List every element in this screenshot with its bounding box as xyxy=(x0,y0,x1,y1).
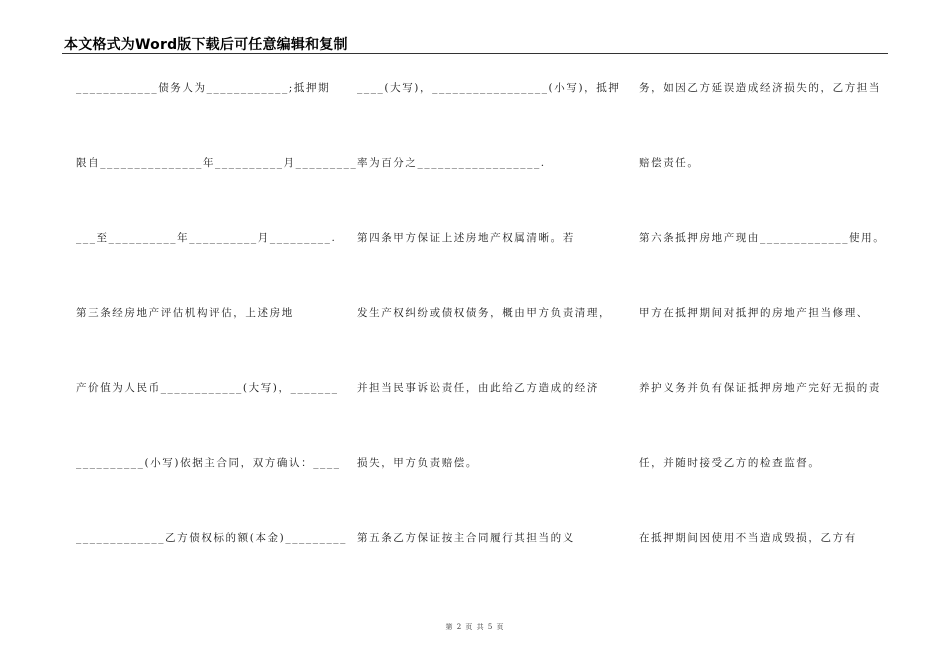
text-line: 第五条乙方保证按主合同履行其担当的义 xyxy=(357,532,575,544)
text-line: 第六条抵押房地产现由_____________使用。 xyxy=(639,232,886,244)
text-line: 在抵押期间因使用不当造成毁损，乙方有 xyxy=(639,532,857,544)
text-line: 第四条甲方保证上述房地产权属清晰。若 xyxy=(357,232,575,244)
text-line: 养护义务并负有保证抵押房地产完好无损的责 xyxy=(639,382,881,394)
text-line: 发生产权纠纷或债权债务，概由甲方负责清理， xyxy=(357,307,612,319)
text-column-left xyxy=(76,0,358,672)
text-line: 务，如因乙方延误造成经济损失的，乙方担当 xyxy=(639,82,881,94)
text-column-middle xyxy=(357,0,621,672)
text-line: 甲方在抵押期间对抵押的房地产担当修理、 xyxy=(639,307,869,319)
text-line: 赔偿责任。 xyxy=(639,157,700,169)
text-line: ___至__________年__________月_________. xyxy=(76,232,337,244)
text-line: 限自_______________年__________月_________ xyxy=(76,157,358,169)
text-line: ____________债务人为____________;抵押期 xyxy=(76,82,331,94)
text-line: 第三条经房地产评估机构评估，上述房地 xyxy=(76,307,294,319)
text-line: 任，并随时接受乙方的检查监督。 xyxy=(639,457,821,469)
page-number: 第 2 页 共 5 页 xyxy=(445,623,505,631)
text-line: ____(大写)，_________________(小写)，抵押 xyxy=(357,82,621,94)
text-column-right xyxy=(639,0,899,672)
text-line: 并担当民事诉讼责任，由此给乙方造成的经济 xyxy=(357,382,599,394)
text-line: 损失，甲方负责赔偿。 xyxy=(357,457,478,469)
document-header: 本文格式为Word版下载后可任意编辑和复制 xyxy=(64,37,348,53)
text-line: 产价值为人民币____________(大写)，_______ xyxy=(76,382,339,394)
text-line: 率为百分之__________________. xyxy=(357,157,546,169)
text-line: __________(小写)依据主合同，双方确认：____ xyxy=(76,457,341,469)
text-line: _____________乙方债权标的额(本金)_________ xyxy=(76,532,347,544)
